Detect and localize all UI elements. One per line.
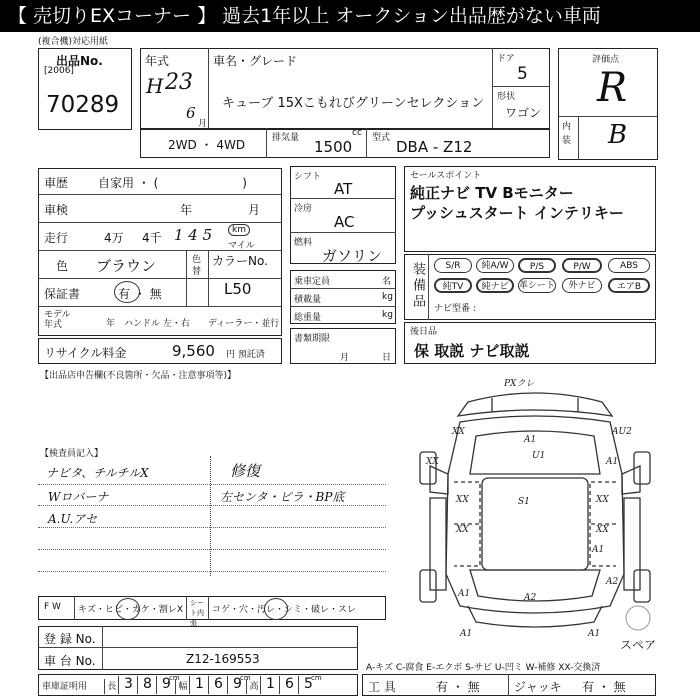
navi-model-label: ナビ型番 : (434, 304, 476, 314)
inspector-note-2: Wロバーナ (48, 490, 109, 504)
lot-label: 出品No. (56, 54, 103, 68)
equip-sr: S/R (434, 258, 472, 273)
cert-label: 車庫証明用 (42, 682, 88, 692)
mark-door-left-2: XX (456, 525, 469, 535)
inspection-month: 月 (248, 203, 261, 217)
equip-airbag: エアB (608, 278, 650, 293)
fw-sheet-label: シート内張 (190, 599, 204, 627)
sales-point-line1: 純正ナビ TV Bモニター (410, 184, 574, 202)
tool-value: 有 ・ 無 (436, 680, 480, 694)
ac-label: 冷房 (294, 204, 313, 214)
sheet-mark-circle (264, 598, 288, 620)
inspector-label: 【検査員記入】 (40, 449, 104, 459)
inspection-label: 車検 (44, 203, 69, 217)
cert-dim-digit: 5 (298, 676, 318, 694)
displacement-value: 1500 (314, 138, 353, 156)
cert-dim-digit: 1 (260, 676, 280, 694)
recycle-value: 9,560 (172, 342, 215, 360)
fw-label: F W (44, 602, 61, 612)
model-year-unit: 年 (106, 319, 116, 329)
shift-value: AT (334, 180, 353, 198)
paper-note: (複合機)対応用紙 (38, 37, 109, 47)
mileage-unit-mile: マイル (228, 241, 255, 251)
later-label: 後日品 (410, 327, 438, 337)
expiry-month: 月 (340, 353, 350, 363)
car-diagram (400, 374, 670, 646)
mark-trunk: A2 (524, 593, 537, 603)
color-no-value: L50 (224, 280, 252, 298)
year-value: 23 (165, 70, 193, 95)
mark-bumper-left: A1 (460, 629, 473, 639)
inspector-note-5: 左センタ・ピラ・BP底 (220, 490, 345, 504)
expiry-label: 書類期限 (294, 334, 331, 344)
load-unit: kg (382, 292, 393, 302)
capacity-unit: 名 (382, 277, 392, 287)
expiry-day: 日 (382, 353, 392, 363)
mark-roof-center: S1 (518, 497, 530, 507)
equip-ext-navi: 外ナビ (562, 278, 602, 293)
seller-notes-label: 【出品店申告欄(不良箇所・欠品・注意事項等)】 (40, 371, 237, 381)
mileage-label: 走行 (44, 231, 69, 245)
inspector-note-3: A.U.アセ (48, 512, 98, 526)
color-no-label: カラーNo. (212, 254, 268, 268)
color-change-label: 色替 (192, 255, 202, 277)
shape-value: ワゴン (505, 106, 542, 120)
mark-rear-right: A1 (592, 545, 605, 555)
gross-unit: kg (382, 310, 393, 320)
cert-dim-label: 長 (104, 679, 119, 694)
mark-door-left-1: XX (456, 495, 469, 505)
interior-value: B (608, 120, 628, 150)
equipment-label: 装備品 (410, 262, 425, 310)
interior-label: 内装 (562, 122, 572, 146)
inspector-note-4: 修復 (230, 462, 261, 480)
cert-dim-digit: 8 (137, 676, 157, 694)
equip-navi: 純ナビ (476, 278, 514, 293)
cert-dim-digit: 9 (227, 676, 247, 694)
mark-door-right-2: XX (596, 525, 609, 535)
sales-point-label: セールスポイント (410, 171, 482, 181)
cert-cm-unit: cm (311, 674, 322, 682)
cert-cm-unit: cm (240, 674, 251, 682)
mileage-sen: 4千 (142, 231, 162, 245)
shift-label: シフト (294, 172, 322, 182)
fuel-value: ガソリン (322, 247, 383, 265)
fuel-label: 燃料 (294, 238, 313, 248)
mark-quarter-left: A1 (458, 589, 471, 599)
mark-top: PXクレ (504, 379, 535, 389)
mark-front-left: XX (452, 427, 465, 437)
car-name: キューブ 15Xこもれびグリーンセレクション (222, 96, 485, 111)
recycle-unit: 円 預託済 (226, 350, 265, 360)
model-label: 型式 (372, 133, 391, 143)
displacement-unit: cc (352, 128, 362, 138)
mark-door-right-1: XX (596, 495, 609, 505)
equip-alloy: 純A/W (476, 258, 514, 273)
drive-text: 2WD ・ 4WD (168, 138, 246, 152)
gross-label: 総重量 (294, 313, 322, 323)
sales-point-line2: プッシュスタート インテリキー (410, 204, 624, 222)
mileage-digits: 1 4 5 (174, 226, 213, 244)
tool-label: 工 具 (368, 680, 396, 694)
name-label: 車名・グレード (213, 54, 298, 68)
fw-sheet-text: コゲ・穴・汚レ・シミ・破レ・スレ (212, 605, 357, 615)
mark-roof-u: U1 (532, 451, 546, 461)
equip-ps: P/S (518, 258, 556, 273)
equip-leather: 革シート (518, 278, 556, 293)
history-value: 自家用 ・ ( ) (98, 176, 247, 190)
equip-abs: ABS (608, 258, 650, 273)
mark-bumper-right: A1 (588, 629, 601, 639)
cert-dim-digit: 6 (279, 676, 299, 694)
year-tag: [2006] (44, 66, 74, 76)
month-value: 6 (186, 104, 196, 122)
year-label: 年式 (145, 54, 170, 68)
mark-fender-left: XX (426, 457, 439, 467)
history-label: 車歴 (44, 176, 69, 190)
shape-label: 形状 (497, 92, 516, 102)
color-label: 色 (56, 259, 69, 273)
cert-dim-digit: 1 (189, 676, 209, 694)
model-value: DBA - Z12 (396, 138, 473, 156)
door-value: 5 (517, 64, 528, 84)
cert-cm-unit: cm (169, 674, 180, 682)
jack-value: 有 ・ 無 (582, 680, 626, 694)
lot-number: 70289 (46, 92, 120, 118)
chassis-label: 車 台 No. (44, 654, 96, 668)
displacement-label: 排気量 (272, 133, 300, 143)
inspector-note-1: ナビタ、チルチルX (46, 466, 149, 480)
handle-label: ハンドル 左・右 (124, 319, 190, 329)
warranty-circle (114, 281, 140, 303)
mark-front-right: AU2 (612, 427, 632, 437)
warranty-value: 有 ・ 無 (118, 287, 162, 301)
chassis-value: Z12-169553 (186, 652, 260, 666)
fw-mark-circle (116, 598, 140, 620)
mark-hood: A1 (524, 435, 537, 445)
jack-label: ジャッキ (514, 680, 562, 694)
warranty-label: 保証書 (44, 287, 81, 301)
later-value: 保 取説 ナビ取説 (414, 342, 530, 360)
damage-legend: A-キズ C-腐食 E-エクボ S-サビ U-凹ミ W-補修 XX-交換済 (366, 663, 601, 673)
mileage-unit-km: km (228, 224, 250, 236)
score-value: R (597, 65, 628, 111)
banner: 【 売切りEXコーナー 】 過去1年以上 オークション出品歴がない車両 (0, 0, 700, 32)
fw-glass-text: キズ・ヒビ・カケ・割レX (78, 605, 183, 615)
cert-dim-digit: 9 (156, 676, 176, 694)
spare-label: スペア (620, 638, 657, 652)
mark-fender-right-a: A1 (606, 457, 619, 467)
year-era: H (146, 74, 164, 98)
inspection-year: 年 (180, 203, 193, 217)
reg-label: 登 録 No. (44, 632, 96, 646)
model-year-label: モデル年式 (44, 310, 71, 330)
cert-dim-label: 高 (246, 679, 261, 694)
load-label: 積載量 (294, 295, 322, 305)
mileage-man: 4万 (104, 231, 124, 245)
cert-dim-label: 幅 (175, 679, 190, 694)
dealer-label: ディーラー・並行 (208, 319, 280, 329)
door-label: ドア (497, 54, 515, 64)
score-label: 評価点 (592, 55, 620, 65)
recycle-label: リサイクル料金 (44, 346, 127, 360)
equip-pw: P/W (562, 258, 602, 273)
cert-dim-digit: 6 (208, 676, 228, 694)
month-unit: 月 (198, 119, 208, 129)
ac-value: AC (334, 213, 355, 231)
equip-tv: 純TV (434, 278, 472, 293)
mark-quarter-right: A2 (606, 577, 619, 587)
color-value: ブラウン (96, 257, 157, 275)
cert-dim-digit: 3 (118, 676, 138, 694)
capacity-label: 乗車定員 (294, 277, 331, 287)
